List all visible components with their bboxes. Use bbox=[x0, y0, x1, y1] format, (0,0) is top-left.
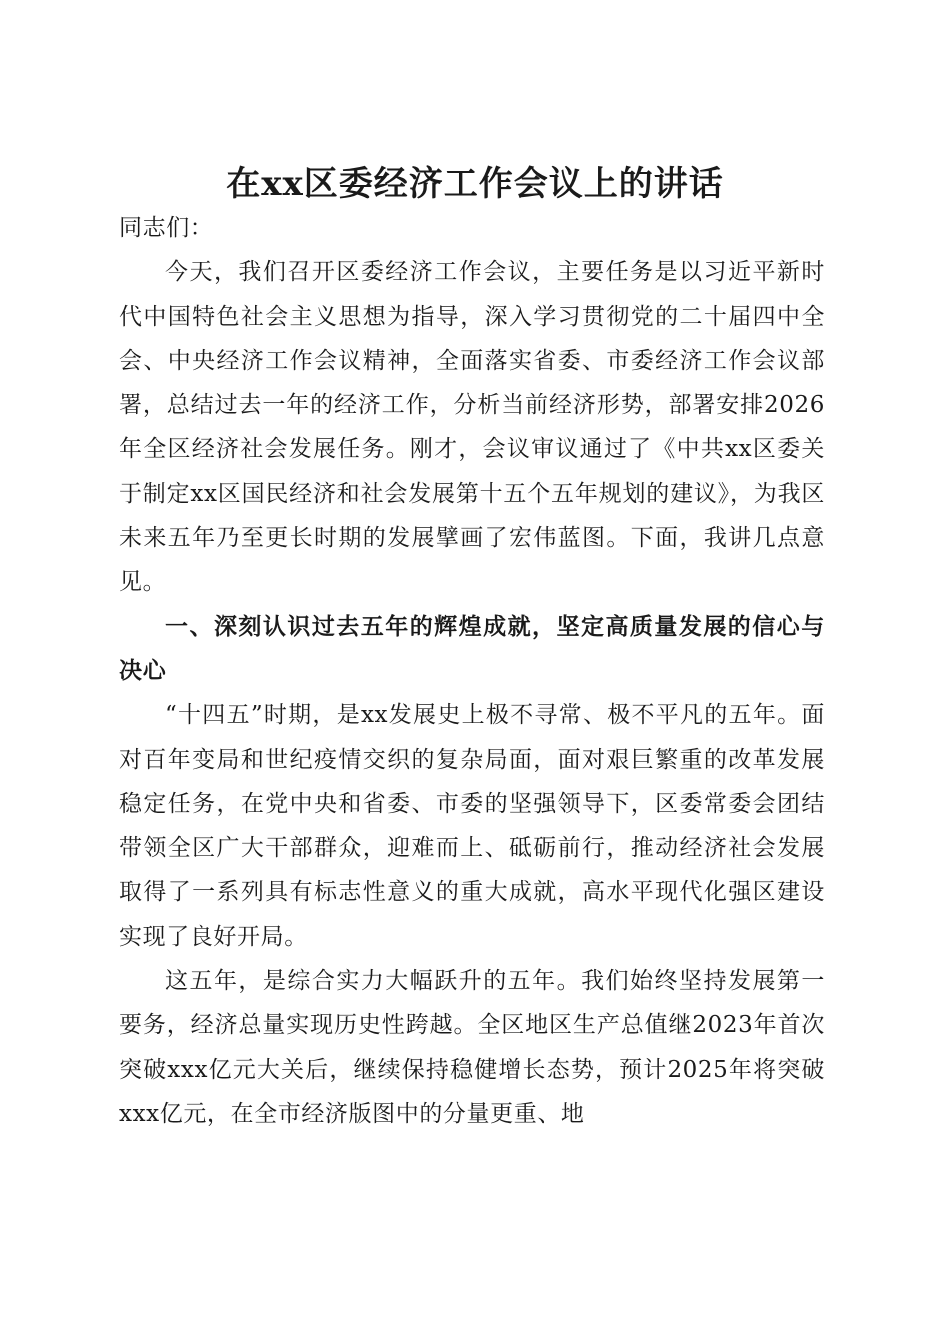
document-title: 在xx区委经济工作会议上的讲话 bbox=[226, 163, 724, 204]
intro-paragraph: 今天，我们召开区委经济工作会议，主要任务是以习近平新时代中国特色社会主义思想为指导，深入学习贯彻党的二十届四中全会、中央经济工作会议精神，全面落实省委、市委经济工作会议部署，总结过去一年的经济工作，分析当前经济形势，部署安排2026年全区经济社会发展任务。刚才，会议审议通过了《中共xx区委关于制定xx区国民经济和社会发展第十五个五年规划的建议》，为我区未来五年乃至更长时期的发展擘画了宏伟蓝图。下面，我讲几点意见。 bbox=[119, 259, 825, 596]
salutation: 同志们： bbox=[119, 215, 214, 241]
section-1-heading: 一、深刻认识过去五年的辉煌成就，坚定高质量发展的信心与决心 bbox=[119, 613, 825, 684]
section-1-paragraph-2: 这五年，是综合实力大幅跃升的五年。我们始终坚持发展第一要务，经济总量实现历史性跨越。全区地区生产总值继2023年首次突破xxx亿元大关后，继续保持稳健增长态势，预计2025年将突破xxx亿元，在全市经济版图中的分量更重、地 bbox=[119, 968, 825, 1127]
document-body bbox=[119, 206, 825, 1136]
section-1-paragraph-1: “十四五”时期，是xx发展史上极不寻常、极不平凡的五年。面对百年变局和世纪疫情交织的复杂局面，面对艰巨繁重的改革发展稳定任务，在党中央和省委、市委的坚强领导下，区委常委会团结带领全区广大干部群众，迎难而上、砥砺前行，推动经济社会发展取得了一系列具有标志性意义的重大成就，高水平现代化强区建设实现了良好开局。 bbox=[119, 702, 825, 950]
